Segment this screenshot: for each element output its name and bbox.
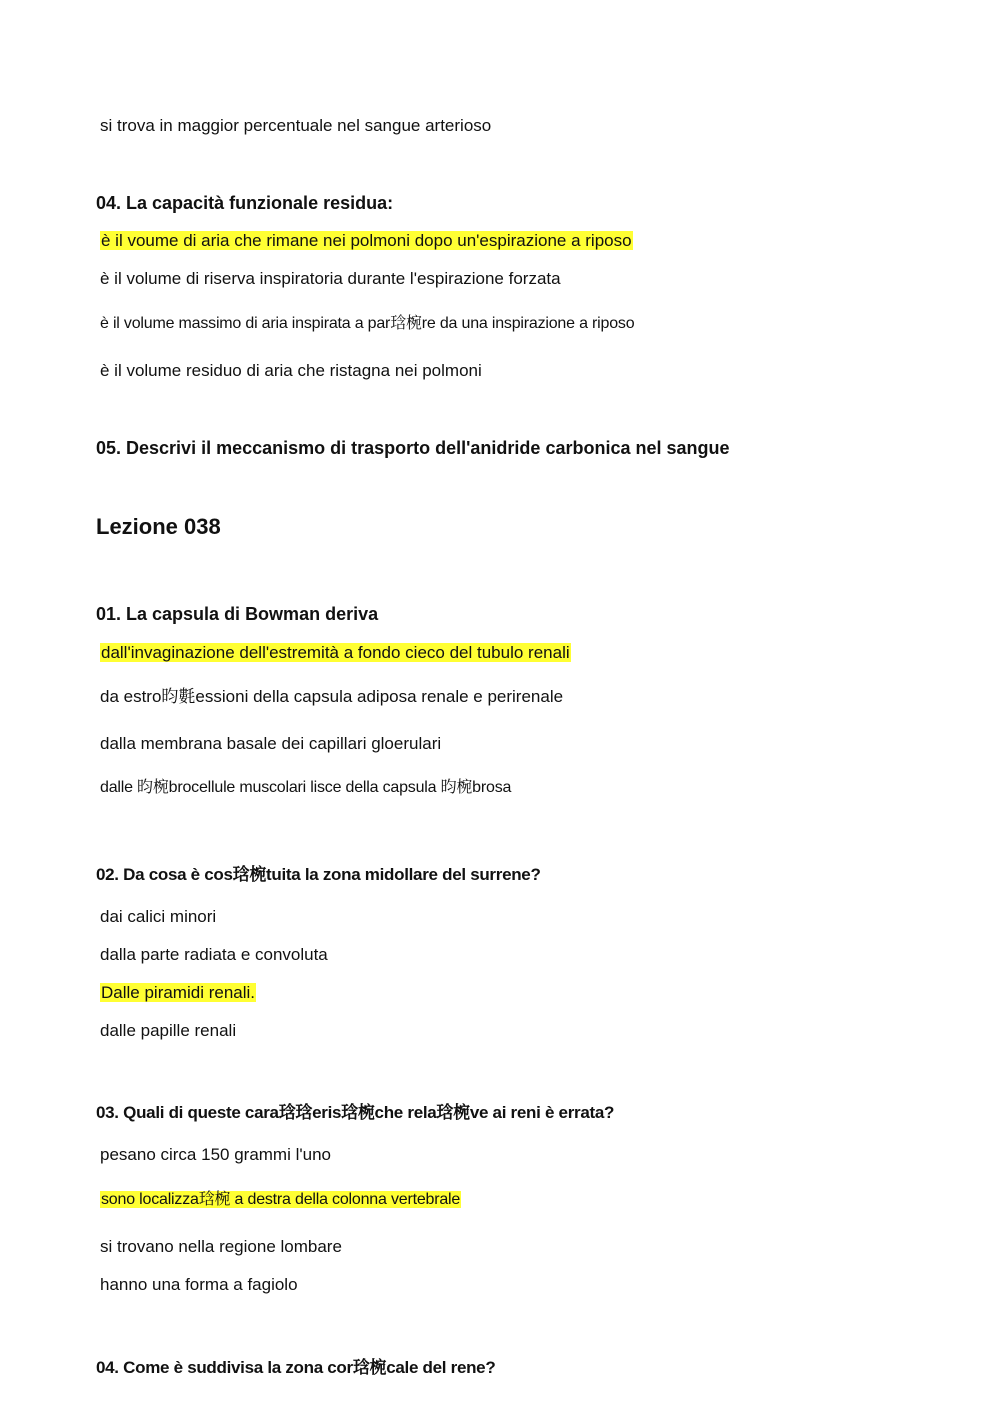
answer-option: dalle 昀椀brocellule muscolari lisce della capsula 昀椀brosa [100, 779, 512, 796]
question-title: 01. La capsula di Bowman deriva [96, 604, 379, 624]
question-title: 04. Come è suddivisa la zona cor琀椀cale del rene? [96, 1358, 496, 1377]
answer-option: è il volume massimo di aria inspirata a par琀椀re da una inspirazione a riposo [100, 315, 635, 332]
answer-option: si trova in maggior percentuale nel sangue arterioso [100, 116, 492, 135]
answer-option: è il volume di riserva inspiratoria durante l'espirazione forzata [100, 269, 561, 288]
question-title: 02. Da cosa è cos琀椀tuita la zona midollare del surrene? [96, 865, 541, 884]
answer-option: è il volume residuo di aria che ristagna nei polmoni [100, 361, 482, 380]
answer-option-correct: è il voume di aria che rimane nei polmoni dopo un'espirazione a riposo [101, 231, 632, 250]
question-title: 04. La capacità funzionale residua: [96, 193, 394, 213]
answer-option: si trovano nella regione lombare [100, 1237, 342, 1256]
lesson-heading: Lezione 038 [96, 514, 221, 539]
answer-option: hanno una forma a fagiolo [100, 1275, 298, 1294]
answer-option-correct: sono localizza琀椀 a destra della colonna vertebrale [101, 1191, 461, 1208]
answer-option-correct: Dalle piramidi renali. [101, 983, 256, 1002]
answer-option-correct: dall'invaginazione dell'estremità a fondo cieco del tubulo renali [101, 643, 570, 662]
answer-option: dalle papille renali [100, 1021, 237, 1040]
question-title: 03. Quali di queste cara琀琀eris琀椀che rela琀椀ve ai reni è errata? [96, 1103, 615, 1122]
answer-option: dalla membrana basale dei capillari gloerulari [100, 734, 442, 753]
answer-option: dai calici minori [100, 907, 217, 926]
answer-option: dalla parte radiata e convoluta [100, 945, 328, 964]
answer-option: pesano circa 150 grammi l'uno [100, 1145, 331, 1164]
answer-option: da estro昀氀essioni della capsula adiposa renale e perirenale [100, 687, 564, 706]
question-title: 05. Descrivi il meccanismo di trasporto dell'anidride carbonica nel sangue [96, 438, 730, 458]
